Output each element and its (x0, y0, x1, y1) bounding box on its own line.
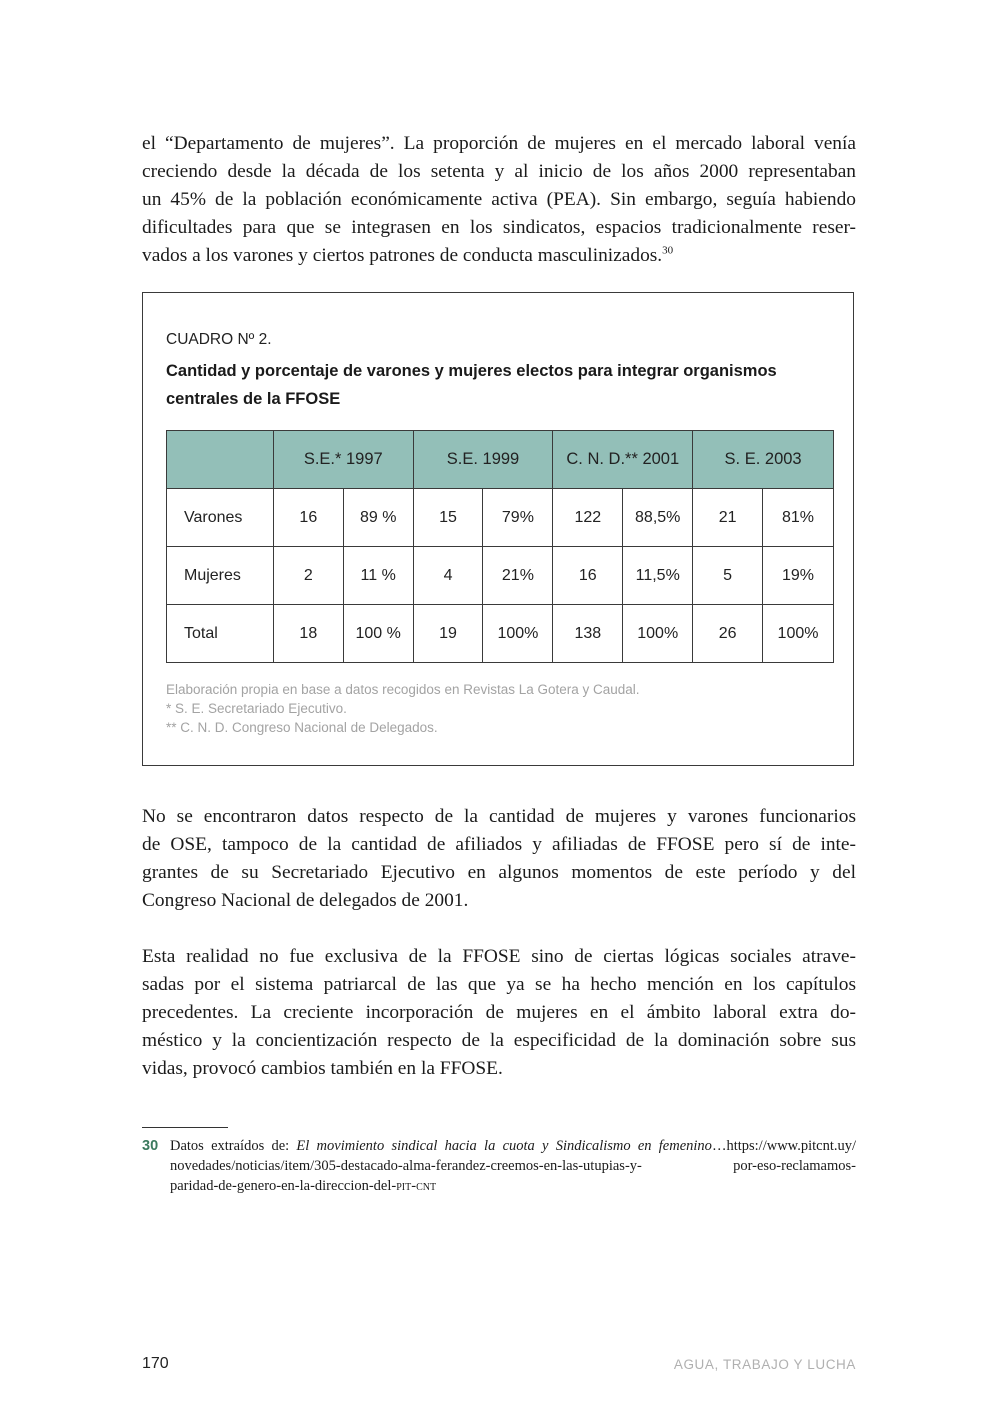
text-line: Datos extraídos de: El movimiento sindical hacia la cuota y Sindicalismo en femenino…https://www.pitcnt.uy/ (170, 1138, 856, 1154)
table-cell: 21% (483, 547, 553, 605)
table-cell: 16 (273, 489, 343, 547)
table-cell: 138 (553, 605, 623, 663)
text-line: Congreso Nacional de delegados de 2001. (142, 890, 469, 911)
text-line: méstico y la concientización respecto de la especificidad de la dominación sobre sus (142, 1030, 856, 1051)
footnote-link[interactable]: novedades/noticias/item/305-destacado-alma-ferandez-creemos-en-las-utupias-y- por-eso-reclamamos- (170, 1158, 856, 1174)
page-number: 170 (142, 1355, 169, 1372)
abbrev-note: * S. E. Secretariado Ejecutivo. (166, 701, 347, 716)
table-title: Cantidad y porcentaje de varones y mujeres electos para integrar organismos centrales de la FFOSE (166, 362, 777, 408)
table-frame (142, 292, 854, 766)
table-cell: 81% (763, 489, 834, 547)
header-cell: S.E.* 1997 (273, 431, 413, 489)
table-cell: 89 % (343, 489, 413, 547)
text-line: dificultades para que se integrasen en los sindicatos, espacios tradicionalmente reser- (142, 217, 856, 238)
text-line: el “Departamento de mujeres”. La proporción de mujeres en el mercado laboral venía (142, 133, 856, 154)
table-cell: 19 (413, 605, 483, 663)
table-cell: 11,5% (623, 547, 693, 605)
row-label: Total (167, 605, 274, 663)
source-note: Elaboración propia en base a datos recogidos en Revistas La Gotera y Caudal. (166, 682, 640, 697)
table-row (167, 489, 834, 547)
table-cell: 18 (273, 605, 343, 663)
table-cell: 122 (553, 489, 623, 547)
table-cell: 19% (763, 547, 834, 605)
text-line: precedentes. La creciente incorporación de mujeres en el ámbito laboral extra do- (142, 1002, 856, 1023)
body-paragraph-3 (142, 943, 856, 1083)
table-label: CUADRO Nº 2. (166, 331, 272, 348)
footnote-ref[interactable]: 30 (662, 244, 674, 257)
table-row (167, 605, 834, 663)
table-header-row (167, 431, 834, 489)
footnote-link[interactable]: paridad-de-genero-en-la-direccion-del-pit-cnt (170, 1178, 437, 1194)
table-cell: 16 (553, 547, 623, 605)
footnote-text (170, 1136, 856, 1196)
header-cell: S.E. 1999 (413, 431, 553, 489)
table-cell: 79% (483, 489, 553, 547)
header-cell: S. E. 2003 (693, 431, 834, 489)
table-cell: 21 (693, 489, 763, 547)
table-cell: 100% (483, 605, 553, 663)
abbrev-note: ** C. N. D. Congreso Nacional de Delegados. (166, 720, 438, 735)
header-cell: C. N. D.** 2001 (553, 431, 693, 489)
text-line: un 45% de la población económicamente activa (PEA). Sin embargo, seguía habiendo (142, 189, 856, 210)
text-line: vados a los varones y ciertos patrones de conducta masculinizados.$^{30}$ (142, 244, 674, 266)
table-row (167, 547, 834, 605)
table-cell: 100% (763, 605, 834, 663)
body-paragraph-1 (142, 130, 856, 270)
text-line: grantes de su Secretariado Ejecutivo en algunos momentos de este período y del (142, 862, 856, 883)
table-cell: 15 (413, 489, 483, 547)
footnote-divider (142, 1127, 228, 1128)
footnote-number: 30 (142, 1138, 159, 1154)
body-paragraph-2 (142, 803, 856, 915)
table-cell: 100 % (343, 605, 413, 663)
table-cell: 4 (413, 547, 483, 605)
row-label: Mujeres (167, 547, 274, 605)
text-line: No se encontraron datos respecto de la cantidad de mujeres y varones funcionarios (142, 806, 856, 827)
table-notes (166, 680, 640, 737)
text-line: vidas, provocó cambios también en la FFOSE. (142, 1058, 503, 1079)
text-line: de OSE, tampoco de la cantidad de afiliados y afiliadas de FFOSE pero sí de inte- (142, 834, 856, 855)
row-label: Varones (167, 489, 274, 547)
text-line: Esta realidad no fue exclusiva de la FFOSE sino de ciertas lógicas sociales atrave- (142, 946, 856, 967)
data-table (166, 430, 834, 663)
running-footer: AGUA, TRABAJO Y LUCHA (673, 1357, 856, 1372)
table-cell: 100% (623, 605, 693, 663)
text-line: creciendo desde la década de los setenta y al inicio de los años 2000 representaban (142, 161, 856, 182)
table-cell: 11 % (343, 547, 413, 605)
table-cell: 88,5% (623, 489, 693, 547)
header-corner (167, 431, 274, 489)
footnote-link[interactable]: …https://www.pitcnt.uy/ (711, 1138, 856, 1154)
table-cell: 5 (693, 547, 763, 605)
table-cell: 26 (693, 605, 763, 663)
table-cell: 2 (273, 547, 343, 605)
text-line: sadas por el sistema patriarcal de las que ya se ha hecho mención en los capítulos (142, 974, 856, 995)
